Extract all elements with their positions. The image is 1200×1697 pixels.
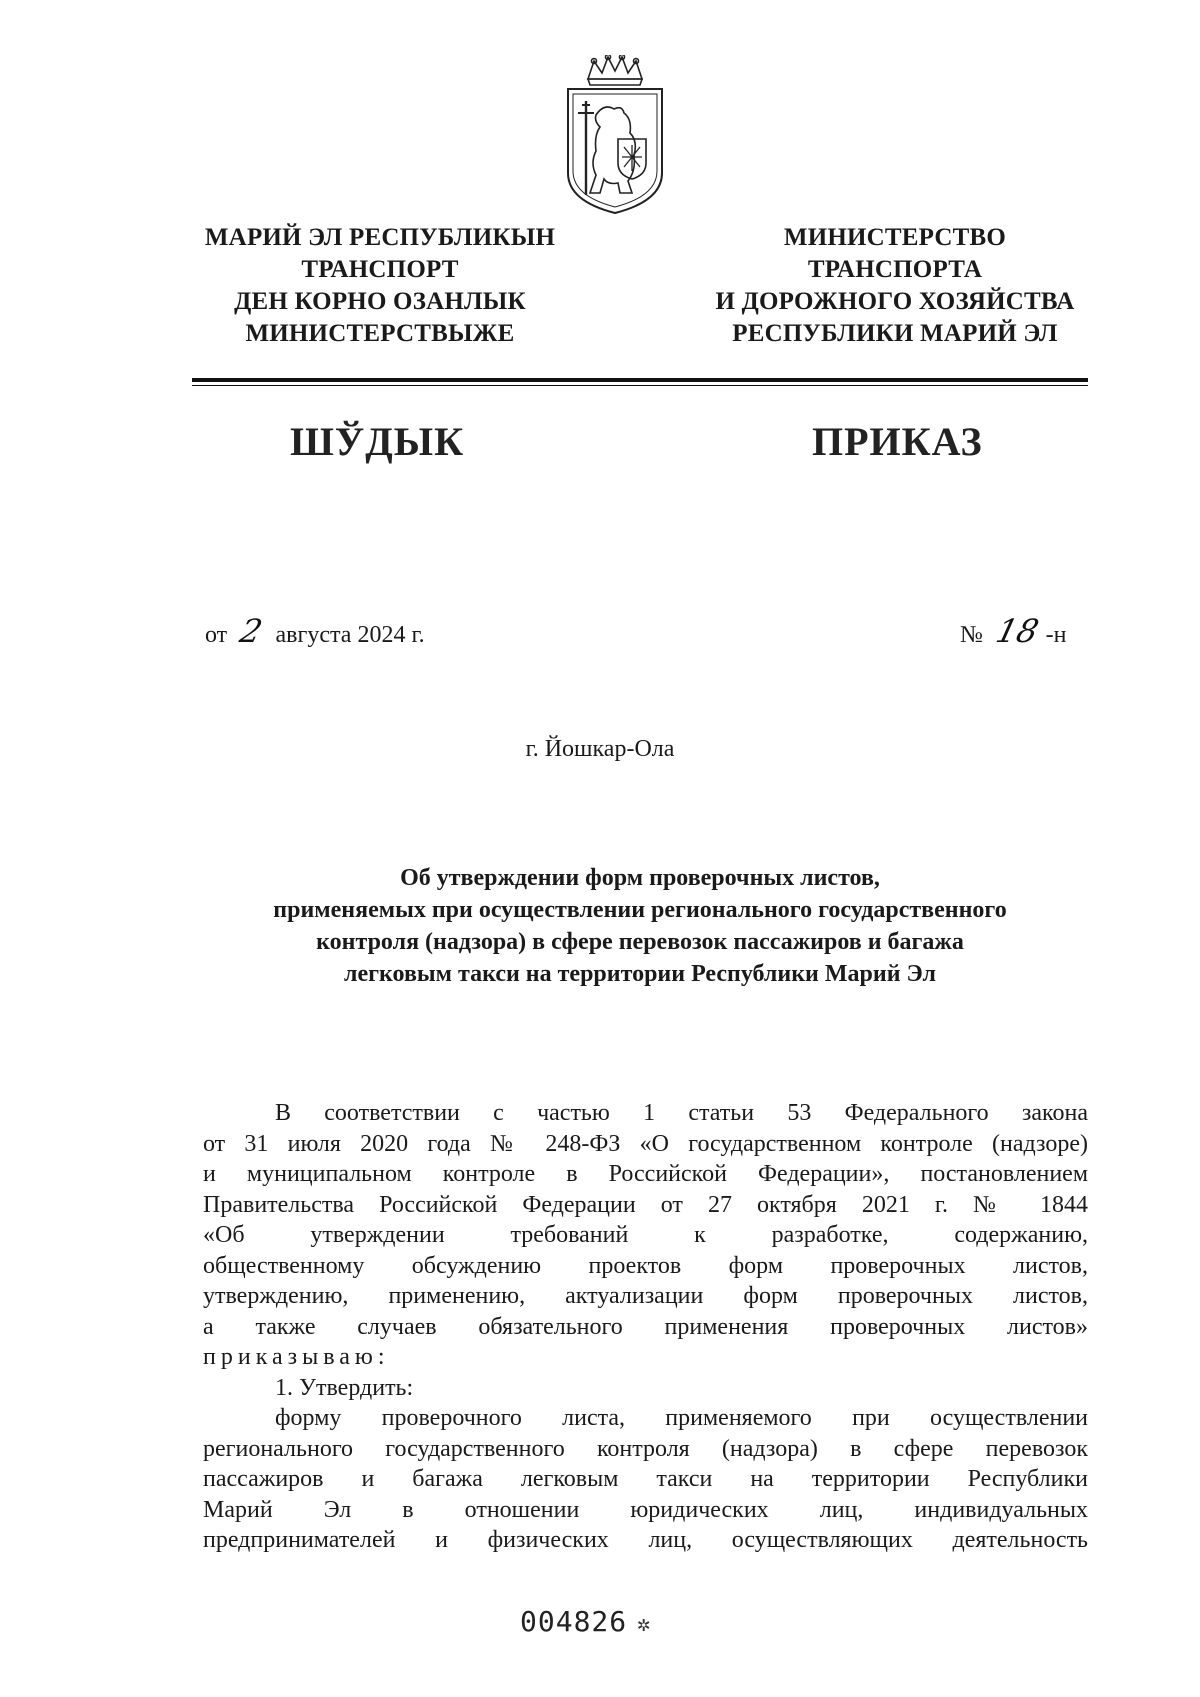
title-line: контроля (надзора) в сфере перевозок пассажиров и багажа	[316, 929, 964, 955]
document-body	[203, 1098, 1088, 1556]
number-prefix: №	[960, 622, 983, 648]
body-line: Правительства Российской Федерации от 27 октября 2021 г. № 1844	[203, 1191, 1088, 1218]
header-russian-line: ТРАНСПОРТА	[807, 256, 983, 283]
body-line: утверждению, применению, актуализации форм проверочных листов,	[203, 1283, 1088, 1309]
body-line: предпринимателей и физических лиц, осуществляющих деятельность	[203, 1527, 1088, 1553]
coat-of-arms-mari-el-icon	[560, 55, 670, 215]
body-line: «Об утверждении требований к разработке, содержанию,	[203, 1222, 1088, 1248]
header-divider-thin	[192, 385, 1088, 386]
document-type-mari: ШЎДЫК	[290, 419, 465, 464]
header-divider-thick	[192, 378, 1088, 382]
document-number	[960, 612, 1066, 650]
header-mari-line: МАРИЙ ЭЛ РЕСПУБЛИКЫН	[204, 224, 556, 251]
header-mari	[190, 222, 570, 350]
header-mari-line: ДЕН КОРНО ОЗАНЛЫК	[234, 288, 526, 315]
issue-city: г. Йошкар-Ола	[525, 736, 675, 762]
header-russian	[690, 222, 1100, 350]
document-title	[190, 862, 1090, 990]
body-line: 1. Утвердить:	[275, 1374, 414, 1401]
header-russian-line: И ДОРОЖНОГО ХОЗЯЙСТВА	[715, 288, 1075, 315]
title-line: легковым такси на территории Республики Марий Эл	[344, 961, 936, 987]
body-line: В соответствии с частью 1 статьи 53 Федерального закона	[275, 1100, 1088, 1126]
body-line: а также случаев обязательного применения проверочных листов»	[203, 1313, 1088, 1340]
body-line: Марий Эл в отношении юридических лиц, индивидуальных	[203, 1496, 1088, 1523]
header-mari-line: МИНИСТЕРСТВЫЖЕ	[245, 320, 515, 347]
asterisk-mark-icon: ✲	[637, 1612, 652, 1637]
document-date	[205, 612, 425, 650]
body-line: регионального государственного контроля (надзора) в сфере перевозок	[203, 1435, 1088, 1462]
date-prefix: от	[205, 622, 228, 648]
body-line: общественному обсуждению проектов форм проверочных листов,	[203, 1252, 1088, 1279]
header-mari-line: ТРАНСПОРТ	[301, 256, 459, 283]
header-russian-line: МИНИСТЕРСТВО	[783, 224, 1007, 251]
date-month-year: августа 2024 г.	[275, 622, 425, 648]
document-type-russian: ПРИКАЗ	[812, 419, 983, 464]
body-line: пассажиров и багажа легковым такси на территории Республики	[203, 1466, 1088, 1492]
body-line: и муниципальном контроле в Российской Федерации», постановлением	[203, 1161, 1088, 1187]
title-line: применяемых при осуществлении регионального государственного	[273, 897, 1007, 923]
number-suffix: -н	[1045, 622, 1067, 648]
title-line: Об утверждении форм проверочных листов,	[400, 865, 880, 891]
body-line: форму проверочного листа, применяемого при осуществлении	[275, 1405, 1088, 1431]
date-day-handwritten: 2	[236, 612, 267, 650]
number-value-handwritten: 18	[992, 612, 1043, 650]
body-line-decree: приказываю:	[203, 1344, 390, 1370]
body-line: от 31 июля 2020 года № 248-ФЗ «О государственном контроле (надзоре)	[203, 1130, 1088, 1157]
serial-value: 004826	[520, 1605, 628, 1638]
header-russian-line: РЕСПУБЛИКИ МАРИЙ ЭЛ	[732, 320, 1058, 347]
form-serial-number	[520, 1605, 651, 1638]
